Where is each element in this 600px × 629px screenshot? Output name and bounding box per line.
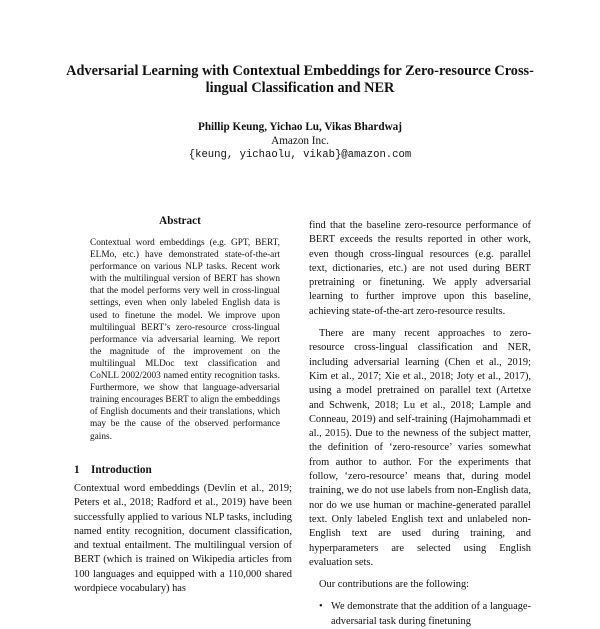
- section-introduction-heading: [74, 464, 152, 476]
- paper-authors: Phillip Keung, Yichao Lu, Vikas Bhardwaj: [197, 121, 402, 133]
- contribution-item: • We demonstrate that the addition of a language-adversarial task during finetuning: [331, 600, 531, 629]
- abstract-heading: Abstract: [159, 215, 201, 227]
- right-paragraph-3: Our contributions are the following:: [319, 579, 470, 591]
- section-number: 1: [74, 464, 80, 476]
- right-paragraph-1: find that the baseline zero-resource performance of BERT exceeds the results reported in other work, even though cross-lingual resources (e.g. parallel text, dictionaries, etc.) are not used during BERT pretraining or finetuning. We apply adversarial learning to further improve upon this baseline, achieving state-of-the-art zero-resource results.: [309, 220, 531, 317]
- introduction-text: Contextual word embeddings (Devlin et al., 2019; Peters et al., 2018; Radford et al., 2019) have been successfully applied to various NLP tasks, including named entity recognition, document classification, and textual entailment. The multilingual version of BERT (which is trained on Wikipedia articles from 100 languages and equipped with a 110,000 shared wordpiece vocabulary) has: [74, 483, 292, 595]
- paper-email: {keung, yichaolu, vikab}@amazon.com: [188, 149, 412, 161]
- contributions-list: [309, 600, 531, 629]
- abstract-text: Contextual word embeddings (e.g. GPT, BERT, ELMo, etc.) have demonstrated state-of-the-art performance on various NLP tasks. Recent work with the multilingual version of BERT has shown that the model performs very well in cross-lingual settings, even when only labeled English data is used to finetune the model. We improve upon multilingual BERT’s zero-resource cross-lingual performance via adversarial learning. We report the magnitude of the improvement on the multilingual MLDoc text classification and CoNLL 2002/2003 named entity recognition tasks. Furthermore, we show that language-adversarial training encourages BERT to align the embeddings of English documents and their translations, which may be the cause of the observed performance gains.: [90, 238, 280, 442]
- right-paragraph-2: There are many recent approaches to zero-resource cross-lingual classification and NER, including adversarial learning (Chen et al., 2019; Kim et al., 2017; Xie et al., 2018; Joty et al., 2017), using a model pretrained on parallel text (Artetxe and Schwenk, 2018; Lu et al., 2018; Lample and Conneau, 2019) and self-training (Hajmohammadi et al., 2015). Due to the newness of the subject matter, the definition of ‘zero-resource’ varies somewhat from author to author. For the experiments that follow, ‘zero-resource’ means that, during model training, we do not use labels from non-English data, nor do we use human or machine-generated parallel text. Only labeled English text and unlabeled non-English text are used during training, and hyperparameters are selected using English evaluation sets.: [309, 328, 531, 568]
- paper-title: Adversarial Learning with Contextual Embeddings for Zero-resource Cross-lingual Classification and NER: [66, 63, 534, 96]
- right-column: [309, 219, 531, 629]
- paper-affiliation: Amazon Inc.: [271, 135, 329, 147]
- section-title: Introduction: [91, 464, 152, 476]
